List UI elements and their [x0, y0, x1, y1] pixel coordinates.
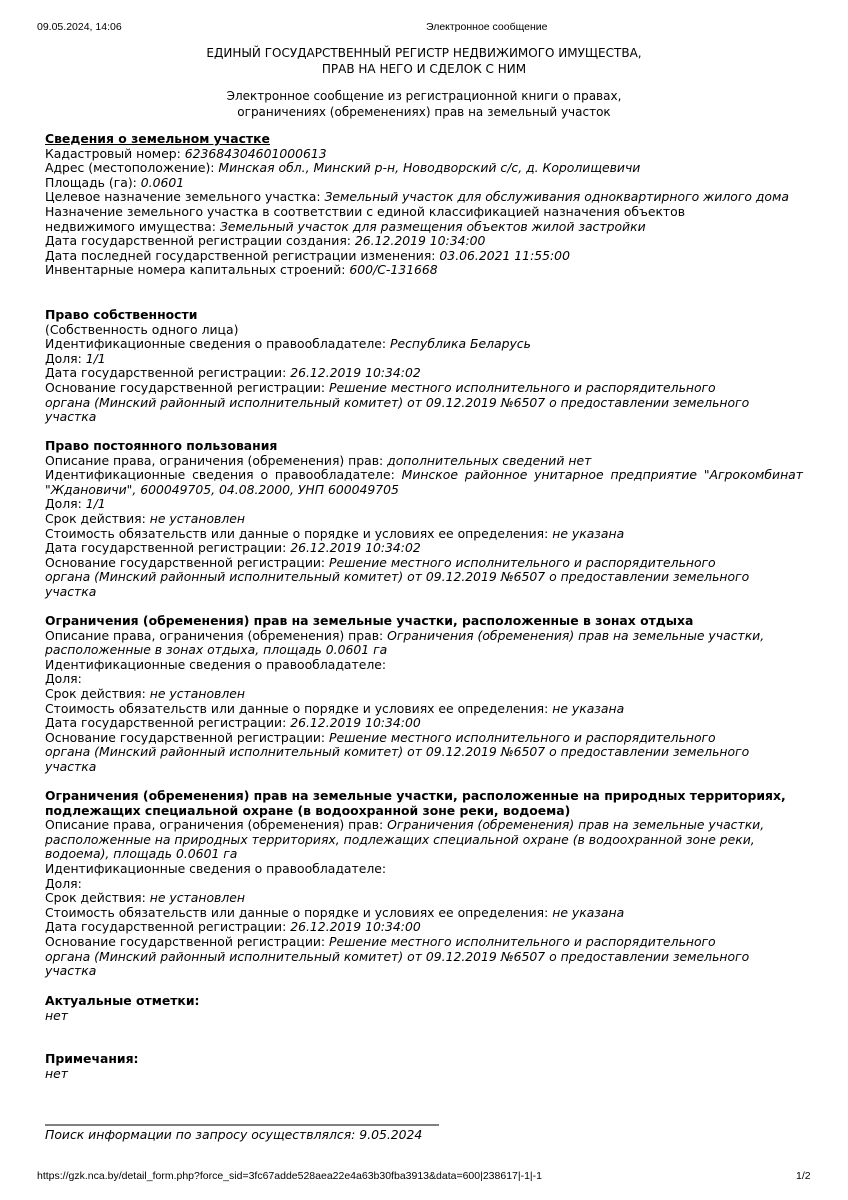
field-label: Стоимость обязательств или данные о порядке и условиях ее определения:	[45, 525, 553, 541]
field-area	[45, 176, 815, 191]
field-label: Назначение земельного участка в соответствии с единой классификацией назначения объектов недвижимого имущества:	[45, 203, 686, 234]
field-label: Доля:	[45, 350, 86, 366]
field-creation-date	[45, 234, 815, 249]
permanent-use-title: Право постоянного пользования	[45, 438, 278, 453]
field-value: Решение местного исполнительного и распорядительного органа (Минский районный исполнительный комитет) от 09.12.2019 №6507 о предоставлении земельного участка	[45, 554, 750, 599]
field-label: Доля:	[45, 496, 86, 512]
restriction-rest-zone-title: Ограничения (обременения) прав на земельные участки, расположенные в зонах отдыха	[45, 613, 694, 628]
field-value: 623684304601000613	[184, 145, 327, 161]
actual-marks-title: Актуальные отметки:	[45, 993, 200, 1008]
field-rightholder	[45, 658, 815, 673]
field-description	[45, 818, 765, 862]
field-registration-date	[45, 920, 815, 935]
notes-value: нет	[45, 1065, 68, 1081]
field-registration-date	[45, 716, 815, 731]
field-value: дополнительных сведений нет	[387, 452, 592, 468]
field-value: не указана	[552, 904, 625, 920]
field-label: Площадь (га):	[45, 174, 141, 190]
field-label: Основание государственной регистрации:	[45, 554, 330, 570]
field-value: Решение местного исполнительного и распорядительного органа (Минский районный исполнительный комитет) от 09.12.2019 №6507 о предоставлении земельного участка	[45, 379, 750, 425]
field-label: Идентификационные сведения о правообладателе:	[45, 656, 387, 672]
field-label: Описание права, ограничения (обременения) прав:	[45, 452, 388, 468]
field-label: Кадастровый номер:	[45, 145, 185, 161]
field-share	[45, 877, 815, 892]
field-label: Дата государственной регистрации:	[45, 919, 291, 935]
field-address	[45, 161, 815, 176]
field-label: Срок действия:	[45, 510, 150, 526]
field-rightholder	[45, 337, 815, 352]
field-registration-date	[45, 366, 815, 381]
field-value: 1/1	[85, 350, 106, 366]
message-title	[0, 89, 848, 120]
message-title-line2: ограничениях (обременениях) прав на земельный участок	[237, 104, 611, 119]
actual-marks-value: нет	[45, 1007, 68, 1023]
page-url: https://gzk.nca.by/detail_form.php?force_sid=3fc67adde528aea22e4a63b30fba3913&data=600|238617|-1|-1	[37, 1170, 542, 1182]
print-datetime: 09.05.2024, 14:06	[37, 21, 122, 33]
field-value: 26.12.2019 10:34:02	[290, 540, 421, 556]
field-label: Основание государственной регистрации:	[45, 379, 330, 395]
notes-title: Примечания:	[45, 1051, 139, 1066]
register-title-line1: ЕДИНЫЙ ГОСУДАРСТВЕННЫЙ РЕГИСТР НЕДВИЖИМОГО ИМУЩЕСТВА,	[206, 46, 642, 60]
field-registration-date	[45, 541, 815, 556]
actual-marks-section	[45, 994, 815, 1023]
field-value: не указана	[552, 700, 625, 716]
field-value: Земельный участок для размещения объектов жилой застройки	[219, 218, 646, 234]
field-value: Земельный участок для обслуживания одноквартирного жилого дома	[324, 189, 789, 205]
field-label: Дата государственной регистрации:	[45, 715, 291, 731]
restriction-rest-zone-section	[45, 614, 815, 775]
field-label: Основание государственной регистрации:	[45, 729, 330, 745]
field-rightholder	[45, 468, 803, 497]
field-label: Дата государственной регистрации создания:	[45, 233, 355, 249]
field-value: Минское районное унитарное предприятие "Агрокомбинат "Ждановичи", 600049705, 04.08.2000, УНП 600049705	[45, 467, 803, 497]
field-value: Республика Беларусь	[390, 336, 531, 352]
field-label: Идентификационные сведения о правообладателе:	[45, 467, 402, 483]
restriction-water-zone-section	[45, 789, 815, 979]
field-cost	[45, 702, 815, 717]
field-label: Срок действия:	[45, 890, 150, 906]
field-label: Дата последней государственной регистрации изменения:	[45, 247, 440, 263]
field-registration-basis	[45, 731, 755, 775]
field-change-date	[45, 249, 815, 264]
field-purpose	[45, 190, 815, 205]
field-value: не установлен	[149, 510, 245, 526]
field-value: не указана	[552, 525, 625, 541]
field-cost	[45, 527, 815, 542]
field-label: Дата государственной регистрации:	[45, 365, 291, 381]
field-value: 1/1	[85, 496, 106, 512]
message-title-line1: Электронное сообщение из регистрационной книги о правах,	[226, 89, 622, 103]
divider-line	[45, 1124, 439, 1126]
field-value: Решение местного исполнительного и распорядительного органа (Минский районный исполнительный комитет) от 09.12.2019 №6507 о предоставлении земельного участка	[45, 729, 750, 774]
field-value: Ограничения (обременения) прав на земельные участки, расположенные в зонах отдыха, площадь 0.0601 га	[45, 627, 765, 658]
field-validity	[45, 512, 815, 527]
field-label: Основание государственной регистрации:	[45, 933, 330, 949]
field-value: 0.0601	[140, 174, 185, 190]
print-header-title: Электронное сообщение	[426, 21, 548, 33]
field-value: не установлен	[149, 685, 245, 701]
register-title-line2: ПРАВ НА НЕГО И СДЕЛОК С НИМ	[321, 61, 527, 76]
field-label: Дата государственной регистрации:	[45, 540, 291, 556]
field-label: Инвентарные номера капитальных строений:	[45, 262, 350, 278]
search-date-note: Поиск информации по запросу осуществлялся: 9.05.2024	[45, 1127, 423, 1142]
field-value: Минская обл., Минский р-н, Новодворский с/с, д. Королищевичи	[218, 160, 641, 176]
field-value: 03.06.2021 11:55:00	[439, 247, 570, 263]
field-cadastral-number	[45, 147, 815, 162]
field-value: 26.12.2019 10:34:00	[354, 233, 486, 249]
field-value: 26.12.2019 10:34:02	[290, 365, 421, 381]
register-title	[0, 46, 848, 77]
field-value: Решение местного исполнительного и распорядительного органа (Минский районный исполнительный комитет) от 09.12.2019 №6507 о предоставлении земельного участка	[45, 933, 750, 979]
field-label: Стоимость обязательств или данные о порядке и условиях ее определения:	[45, 700, 553, 716]
field-share	[45, 352, 815, 367]
field-label: Доля:	[45, 671, 82, 687]
field-label: Описание права, ограничения (обременения) прав:	[45, 817, 388, 833]
field-share	[45, 672, 815, 687]
ownership-section	[45, 308, 815, 425]
land-plot-title: Сведения о земельном участке	[45, 131, 270, 146]
field-value: 26.12.2019 10:34:00	[290, 715, 421, 731]
field-registration-basis	[45, 935, 755, 979]
field-validity	[45, 891, 815, 906]
land-plot-section	[45, 132, 815, 278]
field-inventory-numbers	[45, 263, 815, 278]
field-validity	[45, 687, 815, 702]
page-number: 1/2	[796, 1170, 811, 1182]
field-label: Описание права, ограничения (обременения) прав:	[45, 627, 388, 643]
ownership-subtitle: (Собственность одного лица)	[45, 321, 239, 337]
field-registration-basis	[45, 556, 755, 600]
field-label: Идентификационные сведения о правообладателе:	[45, 336, 390, 352]
field-value: не установлен	[149, 890, 245, 906]
permanent-use-section	[45, 439, 815, 600]
field-value: Ограничения (обременения) прав на земельные участки, расположенные на природных территориях, подлежащих специальной охране (в водоохранной зоне реки, водоема), площадь 0.0601 га	[45, 817, 765, 862]
restriction-water-zone-title: Ограничения (обременения) прав на земельные участки, расположенные на природных территориях, подлежащих специальной охране (в водоохранной зоне реки, водоема)	[45, 788, 786, 818]
field-label: Идентификационные сведения о правообладателе:	[45, 860, 387, 876]
field-value: 600/С-131668	[349, 262, 438, 278]
notes-section	[45, 1052, 815, 1081]
field-registration-basis	[45, 381, 755, 425]
field-label: Стоимость обязательств или данные о порядке и условиях ее определения:	[45, 904, 553, 920]
field-classification	[45, 205, 765, 234]
field-value: 26.12.2019 10:34:00	[290, 919, 421, 935]
field-share	[45, 497, 815, 512]
ownership-title: Право собственности	[45, 307, 198, 322]
field-label: Целевое назначение земельного участка:	[45, 189, 325, 205]
field-description	[45, 454, 815, 469]
field-label: Адрес (местоположение):	[45, 160, 219, 176]
field-label: Доля:	[45, 875, 82, 891]
field-rightholder	[45, 862, 815, 877]
field-label: Срок действия:	[45, 685, 150, 701]
field-cost	[45, 906, 815, 921]
field-description	[45, 629, 765, 658]
